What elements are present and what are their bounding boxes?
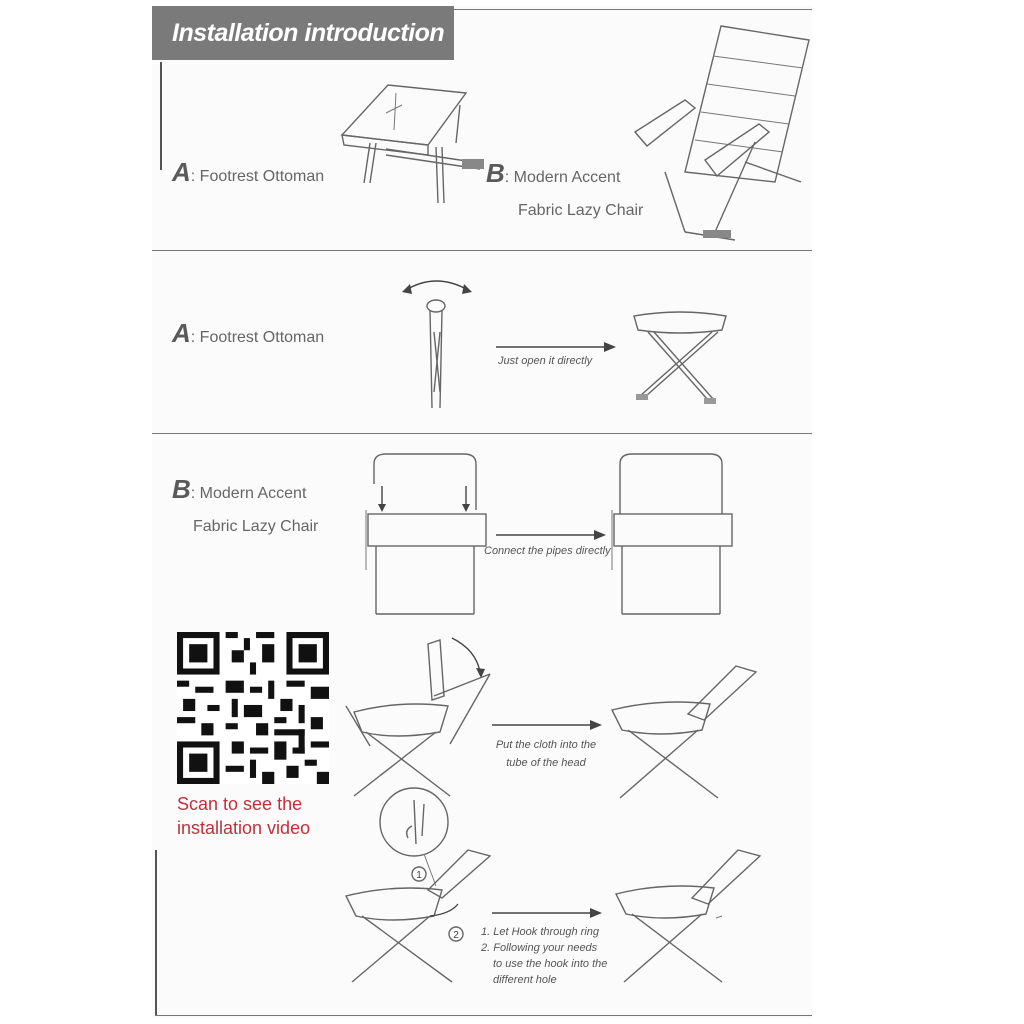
hook-caption xyxy=(481,924,607,988)
chair-frame-after-illustration xyxy=(608,450,738,622)
chair-hook-before-illustration xyxy=(338,786,498,986)
cloth-caption xyxy=(484,736,608,772)
open-ottoman-illustration xyxy=(630,308,730,408)
hook-caption-line-2: 2. Following your needs xyxy=(481,942,598,954)
overview-letter-a: A xyxy=(172,157,191,187)
step-b-label xyxy=(172,474,306,505)
step-a-text: : Footrest Ottoman xyxy=(190,329,325,346)
step-b-letter: B xyxy=(172,474,191,504)
hook-marker-2: 2 xyxy=(453,930,459,941)
chair-cloth-before-illustration xyxy=(340,636,490,804)
step-a-label xyxy=(172,318,324,349)
overview-text-a: : Footrest Ottoman xyxy=(190,168,325,185)
page-title: Installation introduction xyxy=(152,6,454,60)
hook-marker-1: 1 xyxy=(416,870,422,881)
ottoman-illustration xyxy=(330,75,500,215)
qr-instruction xyxy=(177,792,310,840)
step-a-letter: A xyxy=(172,318,191,348)
hook-caption-line-1: 1. Let Hook through ring xyxy=(481,926,600,938)
qr-line-2: installation video xyxy=(177,818,311,838)
section-divider-2 xyxy=(152,433,812,434)
overview-text-b1: : Modern Accent xyxy=(504,169,621,186)
chair-cloth-after-illustration xyxy=(606,662,766,802)
hook-arrow xyxy=(492,906,602,922)
cloth-arrow xyxy=(492,718,602,734)
chair-hook-after-illustration xyxy=(610,846,770,986)
overview-text-b2: Fabric Lazy Chair xyxy=(518,202,644,219)
bottom-rule xyxy=(155,1015,812,1016)
step-a-caption: Just open it directly xyxy=(498,355,593,367)
connect-arrow xyxy=(496,528,606,544)
lazy-chair-illustration xyxy=(625,22,815,252)
overview-label-a xyxy=(172,157,324,188)
top-rule xyxy=(454,9,812,10)
qr-code xyxy=(177,632,329,784)
chair-frame-before-illustration xyxy=(362,450,492,622)
left-rule-top xyxy=(160,62,162,170)
step-b-text-1: : Modern Accent xyxy=(190,485,307,502)
hook-caption-line-4: different hole xyxy=(493,974,557,986)
folded-ottoman-illustration xyxy=(396,272,478,414)
cloth-caption-line-2: tube of the head xyxy=(506,757,586,769)
overview-letter-b: B xyxy=(486,158,505,188)
cloth-caption-line-1: Put the cloth into the xyxy=(495,739,597,751)
open-arrow xyxy=(496,340,616,356)
overview-label-b xyxy=(486,158,620,189)
step-b-caption: Connect the pipes directly xyxy=(484,545,611,557)
hook-caption-line-3: to use the hook into the xyxy=(493,958,608,970)
qr-line-1: Scan to see the xyxy=(177,794,303,814)
left-rule-bottom xyxy=(155,850,157,1016)
step-b-text-2: Fabric Lazy Chair xyxy=(193,518,319,535)
